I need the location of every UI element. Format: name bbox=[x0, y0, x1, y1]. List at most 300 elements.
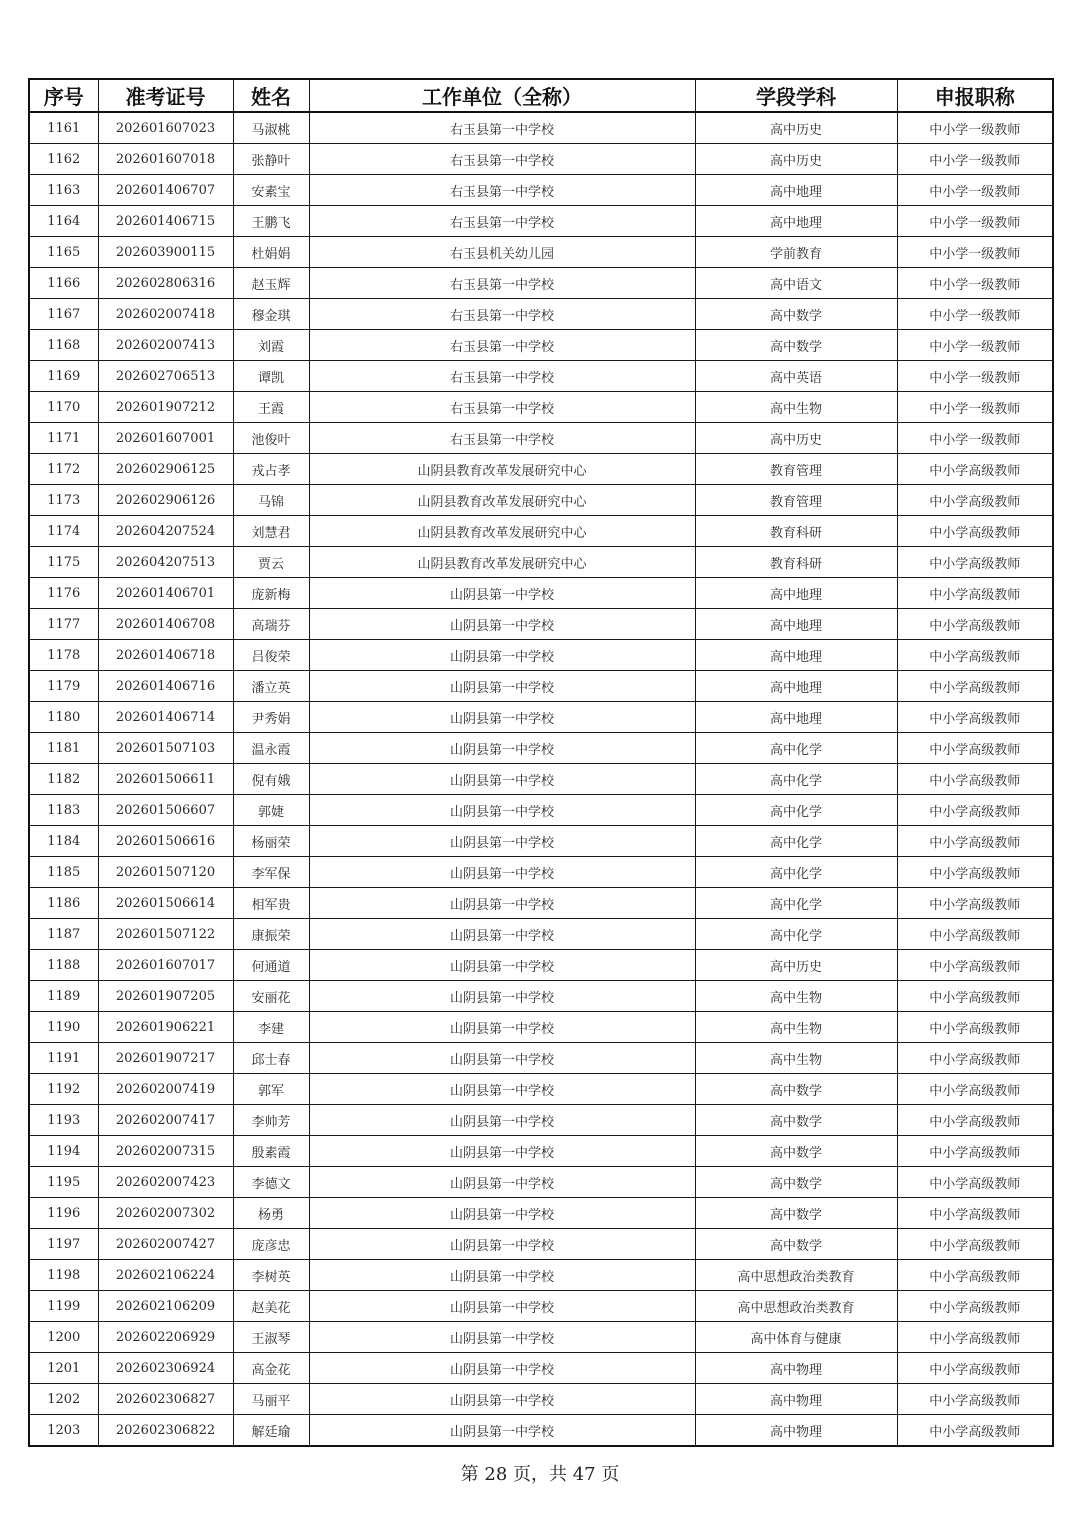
cell-seq: 1201 bbox=[29, 1353, 98, 1384]
cell-name: 马丽平 bbox=[233, 1384, 309, 1415]
table-row bbox=[29, 237, 1053, 268]
cell-unit: 右玉县机关幼儿园 bbox=[309, 237, 695, 268]
cell-seq: 1186 bbox=[29, 888, 98, 919]
table-row bbox=[29, 640, 1053, 671]
cell-name: 李军保 bbox=[233, 857, 309, 888]
cell-seq: 1165 bbox=[29, 237, 98, 268]
cell-exam-no: 202603900115 bbox=[98, 237, 233, 268]
cell-title: 中小学一级教师 bbox=[897, 392, 1053, 423]
cell-exam-no: 202604207524 bbox=[98, 516, 233, 547]
cell-title: 中小学一级教师 bbox=[897, 361, 1053, 392]
cell-seq: 1195 bbox=[29, 1167, 98, 1198]
table-row bbox=[29, 578, 1053, 609]
cell-seq: 1162 bbox=[29, 144, 98, 175]
cell-seq: 1200 bbox=[29, 1322, 98, 1353]
cell-exam-no: 202602007315 bbox=[98, 1136, 233, 1167]
cell-subject: 教育管理 bbox=[695, 454, 897, 485]
cell-exam-no: 202602007302 bbox=[98, 1198, 233, 1229]
cell-subject: 教育科研 bbox=[695, 516, 897, 547]
cell-name: 尹秀娟 bbox=[233, 702, 309, 733]
cell-unit: 右玉县第一中学校 bbox=[309, 268, 695, 299]
cell-unit: 山阴县第一中学校 bbox=[309, 671, 695, 702]
cell-seq: 1163 bbox=[29, 175, 98, 206]
cell-subject: 高中生物 bbox=[695, 1043, 897, 1074]
cell-exam-no: 202601406701 bbox=[98, 578, 233, 609]
cell-name: 池俊叶 bbox=[233, 423, 309, 454]
cell-seq: 1198 bbox=[29, 1260, 98, 1291]
cell-unit: 山阴县第一中学校 bbox=[309, 888, 695, 919]
cell-exam-no: 202602007419 bbox=[98, 1074, 233, 1105]
cell-seq: 1203 bbox=[29, 1415, 98, 1447]
cell-title: 中小学一级教师 bbox=[897, 112, 1053, 144]
cell-seq: 1187 bbox=[29, 919, 98, 950]
cell-seq: 1178 bbox=[29, 640, 98, 671]
table-row bbox=[29, 1043, 1053, 1074]
cell-title: 中小学高级教师 bbox=[897, 516, 1053, 547]
cell-name: 张静叶 bbox=[233, 144, 309, 175]
cell-seq: 1171 bbox=[29, 423, 98, 454]
cell-subject: 高中数学 bbox=[695, 1229, 897, 1260]
table-row bbox=[29, 1074, 1053, 1105]
cell-seq: 1190 bbox=[29, 1012, 98, 1043]
table-row bbox=[29, 888, 1053, 919]
cell-title: 中小学高级教师 bbox=[897, 1043, 1053, 1074]
cell-seq: 1173 bbox=[29, 485, 98, 516]
cell-seq: 1169 bbox=[29, 361, 98, 392]
cell-name: 王淑琴 bbox=[233, 1322, 309, 1353]
cell-unit: 山阴县第一中学校 bbox=[309, 1074, 695, 1105]
cell-name: 杨丽荣 bbox=[233, 826, 309, 857]
cell-exam-no: 202602106209 bbox=[98, 1291, 233, 1322]
table-row bbox=[29, 485, 1053, 516]
cell-name: 解廷瑜 bbox=[233, 1415, 309, 1447]
cell-exam-no: 202601506607 bbox=[98, 795, 233, 826]
header-title: 申报职称 bbox=[897, 79, 1053, 112]
cell-name: 安素宝 bbox=[233, 175, 309, 206]
cell-exam-no: 202601406714 bbox=[98, 702, 233, 733]
table-row bbox=[29, 1353, 1053, 1384]
cell-title: 中小学高级教师 bbox=[897, 764, 1053, 795]
cell-unit: 右玉县第一中学校 bbox=[309, 330, 695, 361]
cell-unit: 山阴县第一中学校 bbox=[309, 1105, 695, 1136]
cell-seq: 1183 bbox=[29, 795, 98, 826]
cell-name: 杜娟娟 bbox=[233, 237, 309, 268]
cell-seq: 1189 bbox=[29, 981, 98, 1012]
header-seq: 序号 bbox=[29, 79, 98, 112]
cell-name: 谭凯 bbox=[233, 361, 309, 392]
cell-name: 康振荣 bbox=[233, 919, 309, 950]
cell-unit: 山阴县第一中学校 bbox=[309, 702, 695, 733]
cell-exam-no: 202602007413 bbox=[98, 330, 233, 361]
cell-name: 李建 bbox=[233, 1012, 309, 1043]
table-row bbox=[29, 1229, 1053, 1260]
cell-subject: 高中地理 bbox=[695, 175, 897, 206]
cell-name: 温永霞 bbox=[233, 733, 309, 764]
cell-subject: 高中英语 bbox=[695, 361, 897, 392]
cell-unit: 山阴县第一中学校 bbox=[309, 578, 695, 609]
cell-subject: 教育科研 bbox=[695, 547, 897, 578]
cell-name: 刘慧君 bbox=[233, 516, 309, 547]
cell-title: 中小学高级教师 bbox=[897, 702, 1053, 733]
cell-title: 中小学高级教师 bbox=[897, 1105, 1053, 1136]
cell-seq: 1199 bbox=[29, 1291, 98, 1322]
table-row bbox=[29, 1198, 1053, 1229]
cell-subject: 高中化学 bbox=[695, 888, 897, 919]
cell-subject: 高中数学 bbox=[695, 1198, 897, 1229]
table-row bbox=[29, 392, 1053, 423]
cell-title: 中小学一级教师 bbox=[897, 268, 1053, 299]
table-row bbox=[29, 1384, 1053, 1415]
cell-seq: 1182 bbox=[29, 764, 98, 795]
cell-title: 中小学高级教师 bbox=[897, 1384, 1053, 1415]
cell-subject: 高中生物 bbox=[695, 981, 897, 1012]
cell-subject: 高中历史 bbox=[695, 112, 897, 144]
cell-subject: 高中历史 bbox=[695, 423, 897, 454]
cell-exam-no: 202601406716 bbox=[98, 671, 233, 702]
cell-unit: 右玉县第一中学校 bbox=[309, 299, 695, 330]
cell-name: 何通道 bbox=[233, 950, 309, 981]
table-row bbox=[29, 733, 1053, 764]
cell-name: 郭婕 bbox=[233, 795, 309, 826]
cell-subject: 高中物理 bbox=[695, 1415, 897, 1447]
cell-subject: 高中数学 bbox=[695, 299, 897, 330]
cell-unit: 右玉县第一中学校 bbox=[309, 361, 695, 392]
table-row bbox=[29, 1136, 1053, 1167]
cell-exam-no: 202602306822 bbox=[98, 1415, 233, 1447]
table-row bbox=[29, 857, 1053, 888]
cell-title: 中小学高级教师 bbox=[897, 950, 1053, 981]
cell-subject: 高中体育与健康 bbox=[695, 1322, 897, 1353]
cell-subject: 高中数学 bbox=[695, 330, 897, 361]
table-row bbox=[29, 609, 1053, 640]
header-name: 姓名 bbox=[233, 79, 309, 112]
cell-title: 中小学高级教师 bbox=[897, 1136, 1053, 1167]
cell-seq: 1197 bbox=[29, 1229, 98, 1260]
cell-title: 中小学高级教师 bbox=[897, 1167, 1053, 1198]
cell-subject: 高中数学 bbox=[695, 1105, 897, 1136]
cell-name: 刘霞 bbox=[233, 330, 309, 361]
table-row bbox=[29, 175, 1053, 206]
table-row bbox=[29, 299, 1053, 330]
table-row bbox=[29, 144, 1053, 175]
cell-unit: 山阴县第一中学校 bbox=[309, 857, 695, 888]
cell-title: 中小学高级教师 bbox=[897, 919, 1053, 950]
cell-subject: 高中地理 bbox=[695, 640, 897, 671]
cell-subject: 高中化学 bbox=[695, 826, 897, 857]
table-row bbox=[29, 547, 1053, 578]
cell-unit: 右玉县第一中学校 bbox=[309, 206, 695, 237]
cell-exam-no: 202601607017 bbox=[98, 950, 233, 981]
cell-exam-no: 202601907217 bbox=[98, 1043, 233, 1074]
cell-subject: 教育管理 bbox=[695, 485, 897, 516]
cell-exam-no: 202601607023 bbox=[98, 112, 233, 144]
cell-title: 中小学高级教师 bbox=[897, 1260, 1053, 1291]
cell-title: 中小学高级教师 bbox=[897, 826, 1053, 857]
cell-name: 潘立英 bbox=[233, 671, 309, 702]
cell-unit: 山阴县第一中学校 bbox=[309, 1012, 695, 1043]
cell-title: 中小学一级教师 bbox=[897, 175, 1053, 206]
cell-exam-no: 202602906126 bbox=[98, 485, 233, 516]
cell-unit: 右玉县第一中学校 bbox=[309, 175, 695, 206]
cell-name: 马淑桃 bbox=[233, 112, 309, 144]
table-row bbox=[29, 1012, 1053, 1043]
cell-seq: 1202 bbox=[29, 1384, 98, 1415]
cell-exam-no: 202602106224 bbox=[98, 1260, 233, 1291]
cell-seq: 1172 bbox=[29, 454, 98, 485]
cell-unit: 山阴县第一中学校 bbox=[309, 1198, 695, 1229]
cell-exam-no: 202602906125 bbox=[98, 454, 233, 485]
cell-name: 戎占孝 bbox=[233, 454, 309, 485]
cell-exam-no: 202601406715 bbox=[98, 206, 233, 237]
cell-seq: 1192 bbox=[29, 1074, 98, 1105]
cell-subject: 高中化学 bbox=[695, 733, 897, 764]
cell-title: 中小学高级教师 bbox=[897, 888, 1053, 919]
cell-title: 中小学高级教师 bbox=[897, 547, 1053, 578]
cell-seq: 1180 bbox=[29, 702, 98, 733]
cell-name: 郭军 bbox=[233, 1074, 309, 1105]
cell-title: 中小学高级教师 bbox=[897, 733, 1053, 764]
table-row bbox=[29, 795, 1053, 826]
cell-unit: 山阴县教育改革发展研究中心 bbox=[309, 485, 695, 516]
cell-unit: 山阴县第一中学校 bbox=[309, 950, 695, 981]
cell-name: 杨勇 bbox=[233, 1198, 309, 1229]
cell-unit: 山阴县第一中学校 bbox=[309, 1384, 695, 1415]
cell-subject: 高中地理 bbox=[695, 206, 897, 237]
cell-subject: 高中语文 bbox=[695, 268, 897, 299]
cell-exam-no: 202601507103 bbox=[98, 733, 233, 764]
cell-unit: 山阴县第一中学校 bbox=[309, 609, 695, 640]
table-row bbox=[29, 1415, 1053, 1447]
cell-title: 中小学高级教师 bbox=[897, 1415, 1053, 1447]
cell-seq: 1164 bbox=[29, 206, 98, 237]
header-unit: 工作单位（全称） bbox=[309, 79, 695, 112]
cell-seq: 1174 bbox=[29, 516, 98, 547]
cell-unit: 山阴县第一中学校 bbox=[309, 795, 695, 826]
cell-exam-no: 202602706513 bbox=[98, 361, 233, 392]
table-row bbox=[29, 702, 1053, 733]
cell-subject: 高中思想政治类教育 bbox=[695, 1260, 897, 1291]
cell-exam-no: 202602007423 bbox=[98, 1167, 233, 1198]
cell-subject: 高中思想政治类教育 bbox=[695, 1291, 897, 1322]
cell-unit: 山阴县第一中学校 bbox=[309, 1260, 695, 1291]
cell-subject: 高中地理 bbox=[695, 578, 897, 609]
cell-unit: 山阴县第一中学校 bbox=[309, 981, 695, 1012]
cell-seq: 1175 bbox=[29, 547, 98, 578]
cell-subject: 高中数学 bbox=[695, 1136, 897, 1167]
table-row bbox=[29, 1260, 1053, 1291]
cell-seq: 1188 bbox=[29, 950, 98, 981]
cell-seq: 1176 bbox=[29, 578, 98, 609]
cell-title: 中小学高级教师 bbox=[897, 1074, 1053, 1105]
cell-seq: 1168 bbox=[29, 330, 98, 361]
cell-name: 穆金琪 bbox=[233, 299, 309, 330]
cell-subject: 高中地理 bbox=[695, 702, 897, 733]
cell-exam-no: 202601507120 bbox=[98, 857, 233, 888]
cell-exam-no: 202601406708 bbox=[98, 609, 233, 640]
table-row bbox=[29, 1322, 1053, 1353]
cell-name: 李德文 bbox=[233, 1167, 309, 1198]
cell-seq: 1161 bbox=[29, 112, 98, 144]
cell-exam-no: 202601507122 bbox=[98, 919, 233, 950]
table-row bbox=[29, 268, 1053, 299]
cell-title: 中小学高级教师 bbox=[897, 485, 1053, 516]
cell-unit: 山阴县第一中学校 bbox=[309, 1291, 695, 1322]
cell-exam-no: 202602306827 bbox=[98, 1384, 233, 1415]
cell-title: 中小学高级教师 bbox=[897, 1322, 1053, 1353]
cell-name: 赵玉辉 bbox=[233, 268, 309, 299]
table-row bbox=[29, 981, 1053, 1012]
cell-subject: 高中历史 bbox=[695, 950, 897, 981]
table-row bbox=[29, 516, 1053, 547]
cell-seq: 1170 bbox=[29, 392, 98, 423]
cell-name: 王鹏飞 bbox=[233, 206, 309, 237]
cell-subject: 高中历史 bbox=[695, 144, 897, 175]
cell-seq: 1185 bbox=[29, 857, 98, 888]
cell-exam-no: 202601907205 bbox=[98, 981, 233, 1012]
cell-seq: 1166 bbox=[29, 268, 98, 299]
cell-seq: 1196 bbox=[29, 1198, 98, 1229]
cell-subject: 高中数学 bbox=[695, 1074, 897, 1105]
cell-title: 中小学高级教师 bbox=[897, 609, 1053, 640]
cell-exam-no: 202601607018 bbox=[98, 144, 233, 175]
cell-title: 中小学一级教师 bbox=[897, 330, 1053, 361]
cell-subject: 高中数学 bbox=[695, 1167, 897, 1198]
cell-exam-no: 202601506611 bbox=[98, 764, 233, 795]
cell-subject: 高中地理 bbox=[695, 609, 897, 640]
cell-name: 倪有娥 bbox=[233, 764, 309, 795]
cell-seq: 1179 bbox=[29, 671, 98, 702]
cell-subject: 高中化学 bbox=[695, 795, 897, 826]
cell-name: 马锦 bbox=[233, 485, 309, 516]
cell-unit: 山阴县第一中学校 bbox=[309, 1415, 695, 1447]
table-body bbox=[29, 112, 1053, 1446]
cell-unit: 右玉县第一中学校 bbox=[309, 392, 695, 423]
cell-exam-no: 202602007418 bbox=[98, 299, 233, 330]
cell-subject: 高中地理 bbox=[695, 671, 897, 702]
roster-table bbox=[28, 78, 1054, 1447]
table-row bbox=[29, 423, 1053, 454]
cell-exam-no: 202601607001 bbox=[98, 423, 233, 454]
cell-unit: 山阴县第一中学校 bbox=[309, 1353, 695, 1384]
cell-exam-no: 202601907212 bbox=[98, 392, 233, 423]
cell-unit: 山阴县第一中学校 bbox=[309, 1136, 695, 1167]
cell-exam-no: 202601406718 bbox=[98, 640, 233, 671]
cell-title: 中小学一级教师 bbox=[897, 206, 1053, 237]
cell-subject: 高中物理 bbox=[695, 1384, 897, 1415]
cell-title: 中小学高级教师 bbox=[897, 578, 1053, 609]
cell-name: 王霞 bbox=[233, 392, 309, 423]
table-row bbox=[29, 206, 1053, 237]
table-row bbox=[29, 1167, 1053, 1198]
cell-title: 中小学高级教师 bbox=[897, 1353, 1053, 1384]
cell-unit: 山阴县第一中学校 bbox=[309, 1043, 695, 1074]
cell-seq: 1191 bbox=[29, 1043, 98, 1074]
cell-seq: 1181 bbox=[29, 733, 98, 764]
cell-title: 中小学高级教师 bbox=[897, 795, 1053, 826]
cell-unit: 右玉县第一中学校 bbox=[309, 144, 695, 175]
cell-exam-no: 202601406707 bbox=[98, 175, 233, 206]
cell-unit: 山阴县第一中学校 bbox=[309, 1229, 695, 1260]
table-row bbox=[29, 950, 1053, 981]
cell-title: 中小学高级教师 bbox=[897, 1291, 1053, 1322]
cell-exam-no: 202602007417 bbox=[98, 1105, 233, 1136]
cell-name: 赵美花 bbox=[233, 1291, 309, 1322]
cell-name: 庞彦忠 bbox=[233, 1229, 309, 1260]
cell-exam-no: 202602806316 bbox=[98, 268, 233, 299]
cell-unit: 山阴县教育改革发展研究中心 bbox=[309, 516, 695, 547]
table-row bbox=[29, 919, 1053, 950]
cell-title: 中小学高级教师 bbox=[897, 454, 1053, 485]
table-row bbox=[29, 330, 1053, 361]
cell-seq: 1167 bbox=[29, 299, 98, 330]
cell-unit: 右玉县第一中学校 bbox=[309, 423, 695, 454]
cell-title: 中小学一级教师 bbox=[897, 237, 1053, 268]
cell-name: 贾云 bbox=[233, 547, 309, 578]
cell-title: 中小学一级教师 bbox=[897, 423, 1053, 454]
table-row bbox=[29, 361, 1053, 392]
cell-name: 邱士春 bbox=[233, 1043, 309, 1074]
header-subject: 学段学科 bbox=[695, 79, 897, 112]
table-row bbox=[29, 1105, 1053, 1136]
table-header-row bbox=[29, 79, 1053, 112]
cell-unit: 山阴县教育改革发展研究中心 bbox=[309, 547, 695, 578]
cell-unit: 山阴县第一中学校 bbox=[309, 1167, 695, 1198]
cell-title: 中小学高级教师 bbox=[897, 857, 1053, 888]
cell-subject: 学前教育 bbox=[695, 237, 897, 268]
cell-name: 高瑞芬 bbox=[233, 609, 309, 640]
table-row bbox=[29, 826, 1053, 857]
cell-title: 中小学高级教师 bbox=[897, 1229, 1053, 1260]
cell-title: 中小学高级教师 bbox=[897, 981, 1053, 1012]
cell-exam-no: 202602206929 bbox=[98, 1322, 233, 1353]
cell-unit: 山阴县第一中学校 bbox=[309, 640, 695, 671]
cell-exam-no: 202601506614 bbox=[98, 888, 233, 919]
cell-title: 中小学一级教师 bbox=[897, 144, 1053, 175]
cell-name: 李树英 bbox=[233, 1260, 309, 1291]
cell-exam-no: 202601906221 bbox=[98, 1012, 233, 1043]
cell-title: 中小学高级教师 bbox=[897, 1198, 1053, 1229]
table-row bbox=[29, 671, 1053, 702]
cell-name: 相军贵 bbox=[233, 888, 309, 919]
cell-unit: 山阴县第一中学校 bbox=[309, 919, 695, 950]
cell-name: 安丽花 bbox=[233, 981, 309, 1012]
cell-exam-no: 202602306924 bbox=[98, 1353, 233, 1384]
cell-unit: 山阴县教育改革发展研究中心 bbox=[309, 454, 695, 485]
cell-name: 殷素霞 bbox=[233, 1136, 309, 1167]
cell-title: 中小学高级教师 bbox=[897, 640, 1053, 671]
cell-seq: 1184 bbox=[29, 826, 98, 857]
cell-subject: 高中化学 bbox=[695, 919, 897, 950]
cell-subject: 高中化学 bbox=[695, 764, 897, 795]
cell-exam-no: 202601506616 bbox=[98, 826, 233, 857]
cell-subject: 高中生物 bbox=[695, 392, 897, 423]
cell-name: 吕俊荣 bbox=[233, 640, 309, 671]
table-row bbox=[29, 112, 1053, 144]
cell-unit: 山阴县第一中学校 bbox=[309, 1322, 695, 1353]
cell-seq: 1194 bbox=[29, 1136, 98, 1167]
cell-exam-no: 202604207513 bbox=[98, 547, 233, 578]
cell-unit: 右玉县第一中学校 bbox=[309, 112, 695, 144]
cell-unit: 山阴县第一中学校 bbox=[309, 826, 695, 857]
cell-name: 李帅芳 bbox=[233, 1105, 309, 1136]
cell-seq: 1177 bbox=[29, 609, 98, 640]
cell-name: 庞新梅 bbox=[233, 578, 309, 609]
table-row bbox=[29, 764, 1053, 795]
table-row bbox=[29, 454, 1053, 485]
header-exam-no: 准考证号 bbox=[98, 79, 233, 112]
cell-unit: 山阴县第一中学校 bbox=[309, 764, 695, 795]
cell-exam-no: 202602007427 bbox=[98, 1229, 233, 1260]
